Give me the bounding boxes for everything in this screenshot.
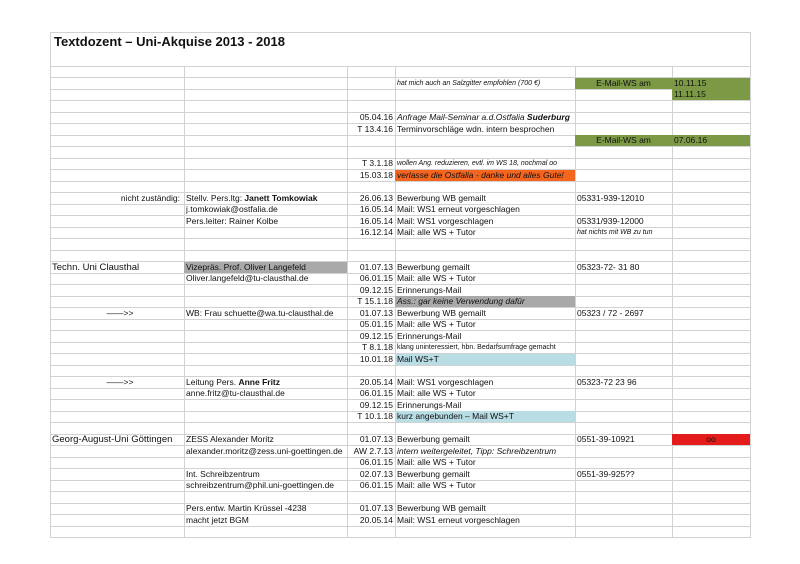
cell-note [395,204,665,215]
cell-note [395,354,575,365]
cell-text: Mail: alle WS + Tutor [397,388,476,398]
cell-text: 07.06.16 [674,135,708,145]
cell-note [395,388,665,399]
grid-row-line [50,146,750,147]
cell-text: Mail WS+T [397,353,439,364]
cell-arrow [90,377,150,388]
cell-text: 05331/939-12000 [577,215,644,226]
cell-text: Leitung Pers. [186,376,239,387]
cell-text-bold: Suderburg [526,112,570,122]
cell-note [395,342,665,353]
cell-text: kurz angebunden – Mail WS+T [397,411,514,421]
cell-info [575,227,750,238]
cell-note [395,285,665,296]
cell-text-bold: Janett Tomkowiak [244,192,318,203]
cell-text: 26.06.13 [359,192,393,203]
cell-info [575,377,672,388]
cell-text: Erinnerungs-Mail [397,284,462,295]
cell-text: Mail: alle WS + Tutor [397,480,476,490]
cell-text: Techn. Uni Clausthal [52,261,140,273]
cell-date [347,308,395,319]
cell-text: Bewerbung gemailt [397,261,470,272]
cell-date [347,411,395,422]
cell-info [575,193,672,204]
cell-note [395,170,575,181]
cell-text: nicht zuständig: [120,192,180,203]
cell-text: wollen Ang. reduzieren, evtl. im WS 18, nochmal oo [397,160,558,167]
cell-text: Erinnerungs-Mail [397,330,462,341]
cell-date [347,216,395,227]
cell-note [395,515,665,526]
cell-text: Bewerbung gemailt [397,468,470,479]
cell-date [347,515,395,526]
cell-text: 06.01.15 [359,273,393,283]
cell-date [347,273,395,284]
cell-text: 0551-39-10921 [577,434,635,444]
grid-col-line [750,32,751,538]
cell-note [395,331,665,342]
cell-text: 05323-72- 31 80 [577,261,640,272]
cell-text: 01.07.13 [359,434,393,444]
cell-date [347,388,395,399]
cell-contact [184,204,347,215]
cell-institution [50,193,182,204]
cell-note [395,319,665,330]
cell-text: 06.01.15 [359,388,393,398]
cell-date [347,434,395,445]
cell-text: Mail: alle WS + Tutor [397,227,476,237]
cell-text: klang uninteressiert, hbn. Bedarfsumfrage gemacht [397,344,556,351]
cell-note [395,158,665,169]
grid-row-line [50,422,750,423]
sheet-title: Textdozent – Uni-Akquise 2013 - 2018 [54,34,285,49]
cell-extra [672,434,750,445]
cell-extra [672,89,750,100]
cell-text: oo [706,434,716,444]
cell-text: 09.12.15 [359,330,393,341]
cell-text: Terminvorschläge wdn. intern besprochen [397,123,555,134]
cell-contact [184,469,347,480]
cell-text: Bewerbung WB gemailt [397,307,486,318]
cell-arrow [90,308,150,319]
cell-text: Bewerbung WB gemailt [397,503,486,513]
cell-note [395,124,665,135]
cell-text: WB: Frau schuette@wa.tu-clausthal.de [186,307,334,318]
cell-text: 01.07.13 [359,261,393,272]
cell-text: anne.fritz@tu-clausthal.de [186,388,285,398]
cell-note [395,434,575,445]
cell-text: 01.07.13 [359,307,393,318]
cell-text: Mail: WS1 erneut vorgeschlagen [397,514,520,525]
cell-text: 05.01.15 [359,319,393,329]
cell-date [347,342,395,353]
grid-col-line [50,32,51,538]
cell-date [347,227,395,238]
cell-note [395,227,575,238]
grid-line [50,32,750,33]
cell-text: Bewerbung gemailt [397,434,470,444]
grid-row-line [50,526,750,527]
cell-text: 11.11.15 [674,89,706,99]
cell-date [347,158,395,169]
cell-text: Oliver.langefeld@tu-clausthal.de [186,273,309,283]
cell-text: 01.07.13 [359,503,393,513]
cell-text: 09.12.15 [359,284,393,295]
cell-text-bold: Anne Fritz [238,376,281,387]
cell-text: j.tomkowiak@ostfalia.de [186,204,278,214]
cell-text: Erinnerungs-Mail [397,399,462,410]
cell-date [347,354,395,365]
cell-note [395,216,575,227]
cell-note [395,400,665,411]
cell-text: T 10.1.18 [357,411,393,421]
cell-date [347,262,395,273]
cell-date [347,78,395,89]
cell-info [575,135,672,146]
cell-text: T 3.1.18 [361,158,393,168]
cell-text: verlasse die Ostfalia - danke und alles Gute! [397,169,564,180]
cell-text: 16.05.14 [359,215,393,226]
cell-text: 16.12.14 [359,227,393,237]
cell-text: T 15.1.18 [357,296,393,306]
grid-row-line [50,66,750,67]
grid-row-line [50,365,750,366]
cell-date [347,193,395,204]
grid-row-line [50,181,750,182]
cell-date [347,480,395,491]
grid-row-line [50,250,750,251]
cell-contact [184,216,347,227]
cell-text: E-Mail-WS am [596,135,651,145]
cell-text: 0551-39-925?? [577,468,635,479]
cell-date [347,204,395,215]
cell-text: Mail: WS1 erneut vorgeschlagen [397,204,520,214]
cell-text: 05323 / 72 - 2697 [577,307,644,318]
cell-text: Mail: WS1 vorgeschlagen [397,215,494,226]
cell-text: 09.12.15 [359,399,393,410]
cell-date [347,170,395,181]
grid-col-line [184,66,185,538]
cell-date [347,446,395,457]
cell-text: Georg-August-Uni Göttingen [52,434,173,445]
cell-info [575,216,672,227]
cell-date [347,112,395,123]
cell-info [575,78,672,89]
cell-contact [184,262,347,273]
cell-institution [50,434,190,445]
cell-text: Anfrage Mail-Seminar a.d.Ostfalia [397,112,527,122]
cell-note [395,262,575,273]
cell-note [395,377,575,388]
cell-text: Int. Schreibzentrum [186,468,260,479]
cell-note [395,480,665,491]
cell-text: 05.04.16 [359,112,393,122]
cell-note [395,193,575,204]
cell-contact [184,434,347,445]
cell-text: 15.03.18 [359,169,393,180]
cell-contact [184,377,347,388]
cell-info [575,434,672,445]
cell-contact [184,193,347,204]
cell-text: Ass.: gar keine Verwendung dafür [397,296,525,306]
cell-text: Mail: WS1 vorgeschlagen [397,376,494,387]
cell-note [395,446,665,457]
cell-text: Mail: alle WS + Tutor [397,273,476,283]
grid-row-line [50,89,750,90]
cell-text: ——>> [106,376,134,387]
cell-text: intern weitergeleitet, Tipp: Schreibzentrum [397,445,557,456]
cell-note [395,503,665,514]
cell-text: hat nichts mit WB zu tun [577,229,653,236]
cell-text: ——>> [106,307,134,318]
cell-info [575,308,672,319]
cell-note [395,296,575,307]
cell-date [347,124,395,135]
cell-text: 06.01.15 [359,457,393,467]
cell-date [347,469,395,480]
cell-note [395,308,575,319]
cell-text: 20.05.14 [359,376,393,387]
cell-extra [672,78,750,89]
grid-row-line [50,537,750,538]
grid-row-line [50,100,750,101]
cell-text: Mail: alle WS + Tutor [397,319,476,329]
spreadsheet [50,32,750,525]
cell-date [347,457,395,468]
cell-text: macht jetzt BGM [186,514,249,525]
cell-text: E-Mail-WS am [596,77,651,88]
cell-text: T 13.4.16 [357,123,393,134]
cell-extra [672,135,750,146]
cell-info [575,262,672,273]
cell-date [347,400,395,411]
cell-note [395,411,575,422]
cell-text: alexander.moritz@zess.uni-goettingen.de [186,445,343,456]
cell-text: AW 2.7.13 [353,445,393,456]
grid-row-line [50,491,750,492]
cell-text: 20.05.14 [359,514,393,525]
cell-date [347,377,395,388]
cell-text: 06.01.15 [359,480,393,490]
cell-date [347,319,395,330]
cell-text: Pers.entw. Martin Krüssel -4238 [186,503,307,513]
cell-text: hat mich auch an Salzgitter empfohlen (700 €) [397,79,541,87]
cell-info [575,469,672,480]
cell-date [347,331,395,342]
cell-contact [184,515,347,526]
cell-contact [184,388,347,399]
cell-text: Stellv. Pers.ltg: [186,192,245,203]
cell-institution [50,262,190,273]
cell-text: Bewerbung WB gemailt [397,192,486,203]
cell-note [395,78,575,89]
cell-text: schreibzentrum@phil.uni-goettingen.de [186,480,335,490]
cell-note [395,273,665,284]
cell-date [347,296,395,307]
cell-text: Pers.leiter: Rainer Kolbe [186,215,279,226]
cell-text: 10.01.18 [359,353,393,364]
cell-text: 02.07.13 [359,468,393,479]
cell-text: ZESS Alexander Moritz [186,434,274,444]
cell-text: 16.05.14 [359,204,393,214]
cell-text: Mail: alle WS + Tutor [397,457,476,467]
cell-date [347,285,395,296]
cell-text: 10.11.15 [674,77,707,88]
cell-note [395,469,575,480]
cell-text: T 8.1.18 [361,342,393,352]
cell-date [347,503,395,514]
cell-text: 05323-72 23 96 [577,376,637,387]
cell-text: 05331-939-12010 [577,192,645,203]
cell-note [395,457,665,468]
cell-note [395,112,665,123]
cell-text: Vizepräs. Prof. Oliver Langefeld [186,261,306,272]
grid-row-line [50,238,750,239]
